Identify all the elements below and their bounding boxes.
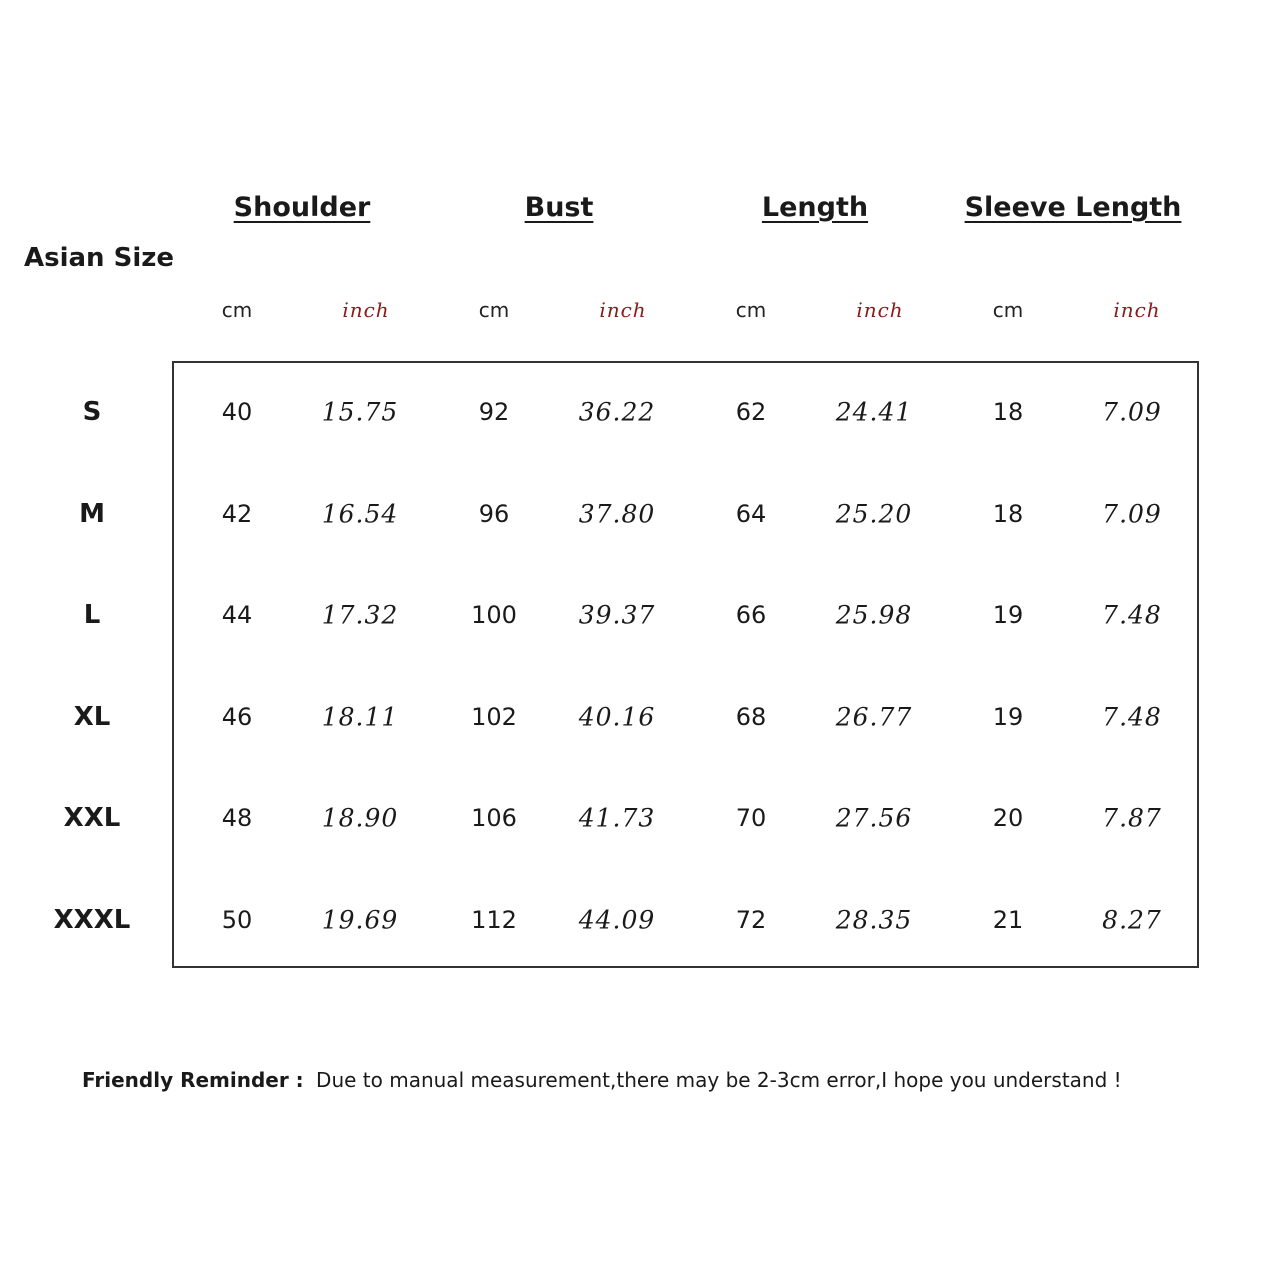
table-cell-cm: 66: [735, 601, 767, 629]
table-cell-cm: 50: [221, 906, 253, 934]
table-cell-inch: 26.77: [835, 702, 913, 732]
table-cell-cm: 44: [221, 601, 253, 629]
table-cell-cm: 112: [471, 906, 517, 934]
unit-label-cm: cm: [735, 298, 767, 322]
table-cell-cm: 18: [992, 398, 1024, 426]
table-cell-cm: 46: [221, 703, 253, 731]
table-cell-cm: 100: [471, 601, 517, 629]
size-label: L: [83, 600, 101, 630]
table-cell-cm: 102: [471, 703, 517, 731]
unit-label-cm: cm: [992, 298, 1024, 322]
table-cell-inch: 7.09: [1102, 499, 1162, 529]
table-cell-cm: 92: [478, 398, 510, 426]
table-cell-inch: 28.35: [835, 905, 913, 935]
table-cell-inch: 25.98: [835, 600, 913, 630]
table-cell-inch: 44.09: [578, 905, 656, 935]
table-cell-inch: 41.73: [578, 803, 656, 833]
table-cell-inch: 24.41: [835, 397, 913, 427]
table-cell-cm: 40: [221, 398, 253, 426]
measurement-table-border: [172, 361, 1199, 968]
table-cell-cm: 72: [735, 906, 767, 934]
table-cell-inch: 16.54: [321, 499, 399, 529]
size-label: M: [79, 499, 105, 529]
table-cell-cm: 21: [992, 906, 1024, 934]
table-cell-inch: 40.16: [578, 702, 656, 732]
size-label: XL: [73, 702, 111, 732]
table-cell-cm: 96: [478, 500, 510, 528]
table-cell-cm: 18: [992, 500, 1024, 528]
unit-label-inch: inch: [599, 298, 647, 322]
table-cell-inch: 27.56: [835, 803, 913, 833]
table-cell-cm: 64: [735, 500, 767, 528]
friendly-reminder: [82, 1068, 1122, 1092]
table-cell-inch: 37.80: [578, 499, 656, 529]
table-cell-inch: 7.48: [1102, 702, 1162, 732]
table-cell-inch: 7.09: [1102, 397, 1162, 427]
table-cell-inch: 18.11: [321, 702, 399, 732]
table-cell-cm: 20: [992, 804, 1024, 832]
reminder-label: Friendly Reminder :: [82, 1068, 304, 1092]
column-header-bust: Bust: [524, 192, 594, 223]
reminder-text: Due to manual measurement,there may be 2-3cm error,I hope you understand !: [316, 1068, 1122, 1092]
table-cell-cm: 48: [221, 804, 253, 832]
column-header-shoulder: Shoulder: [233, 192, 371, 223]
table-cell-inch: 18.90: [321, 803, 399, 833]
table-cell-cm: 19: [992, 601, 1024, 629]
unit-label-inch: inch: [1113, 298, 1161, 322]
unit-label-cm: cm: [221, 298, 253, 322]
table-cell-inch: 36.22: [578, 397, 656, 427]
table-cell-inch: 39.37: [578, 600, 656, 630]
table-cell-cm: 62: [735, 398, 767, 426]
table-cell-cm: 68: [735, 703, 767, 731]
table-cell-inch: 25.20: [835, 499, 913, 529]
table-cell-inch: 17.32: [321, 600, 399, 630]
size-label: XXXL: [53, 905, 131, 935]
column-header-sleeve-length: Sleeve Length: [964, 192, 1182, 223]
table-cell-inch: 7.48: [1102, 600, 1162, 630]
unit-label-inch: inch: [342, 298, 390, 322]
size-label: XXL: [63, 803, 121, 833]
table-cell-inch: 19.69: [321, 905, 399, 935]
table-cell-inch: 15.75: [321, 397, 399, 427]
table-cell-cm: 19: [992, 703, 1024, 731]
column-header-length: Length: [761, 192, 869, 223]
unit-label-cm: cm: [478, 298, 510, 322]
table-cell-cm: 42: [221, 500, 253, 528]
table-cell-inch: 8.27: [1102, 905, 1162, 935]
size-column-title: Asian Size: [24, 243, 175, 273]
size-label: S: [82, 397, 102, 427]
table-cell-inch: 7.87: [1102, 803, 1162, 833]
unit-label-inch: inch: [856, 298, 904, 322]
table-cell-cm: 70: [735, 804, 767, 832]
table-cell-cm: 106: [471, 804, 517, 832]
